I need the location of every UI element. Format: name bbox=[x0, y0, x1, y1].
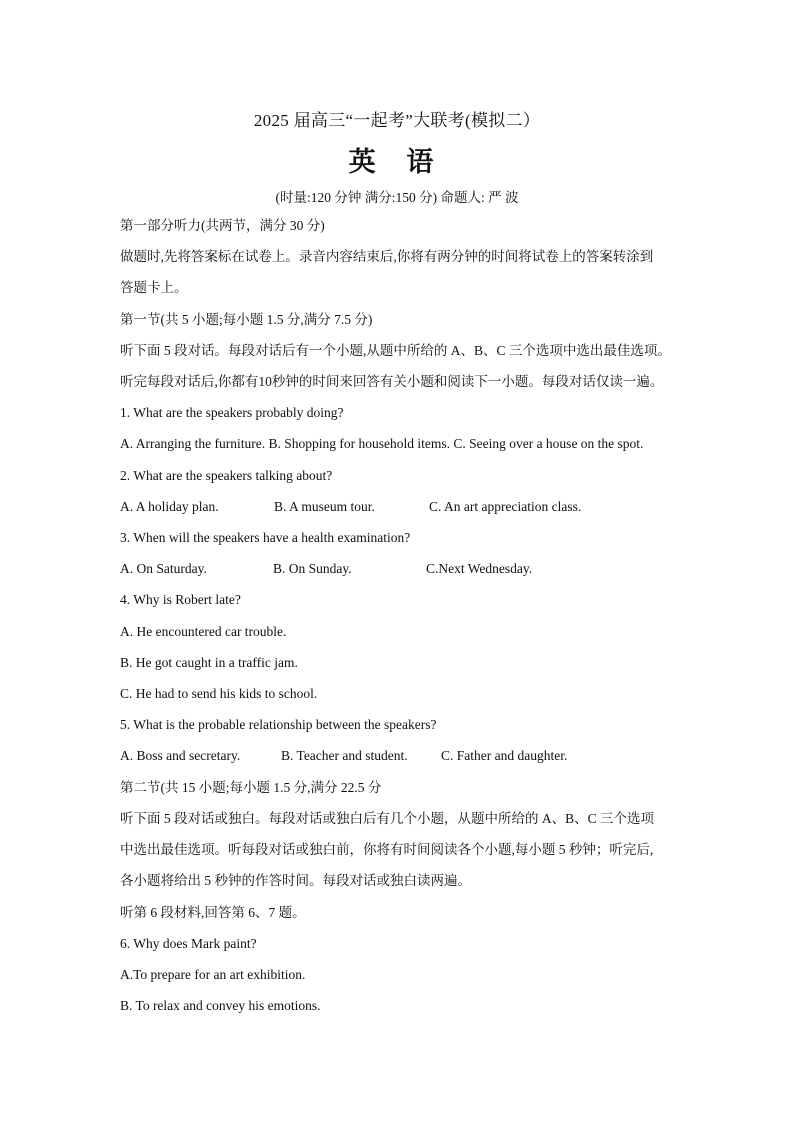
question-6-option-b: B. To relax and convey his emotions. bbox=[120, 998, 321, 1013]
option-c: C. An art appreciation class. bbox=[429, 499, 582, 514]
question-3: 3. When will the speakers have a health examination? bbox=[120, 530, 411, 545]
option-c: C.Next Wednesday. bbox=[426, 561, 533, 576]
section2-instruction-line-1: 听下面 5 段对话或独白。每段对话或独白后有几个小题，从题中所给的 A、B、C 三个选项 bbox=[120, 811, 655, 826]
question-4-option-a: A. He encountered car trouble. bbox=[120, 624, 287, 639]
option-c: C. Father and daughter. bbox=[441, 748, 568, 763]
question-6-option-a: A.To prepare for an art exhibition. bbox=[120, 967, 306, 982]
option-a: A. Boss and secretary. bbox=[120, 748, 241, 763]
section2-title: 第二节(共 15 小题;每小题 1.5 分,满分 22.5 分 bbox=[120, 780, 382, 795]
subject-title: 英 语 bbox=[348, 147, 446, 177]
question-1: 1. What are the speakers probably doing? bbox=[120, 405, 344, 420]
question-6: 6. Why does Mark paint? bbox=[120, 936, 257, 951]
section2-instruction-line-3: 各小题将给出 5 秒钟的作答时间。每段对话或独白读两遍。 bbox=[120, 873, 471, 888]
option-b: B. Teacher and student. bbox=[281, 748, 408, 763]
question-4-option-b: B. He got caught in a traffic jam. bbox=[120, 655, 298, 670]
option-a: A. On Saturday. bbox=[120, 561, 207, 576]
part1-instruction-line-1: 做题时,先将答案标在试卷上。录音内容结束后,你将有两分钟的时间将试卷上的答案转涂到 bbox=[120, 249, 654, 264]
part1-instruction-line-2: 答题卡上。 bbox=[120, 280, 188, 295]
section1-instruction-line-2: 听完每段对话后,你都有10秒钟的时间来回答有关小题和阅读下一小题。每段对话仅读一遍。 bbox=[120, 374, 664, 389]
option-b: B. On Sunday. bbox=[273, 561, 352, 576]
option-a: A. A holiday plan. bbox=[120, 499, 219, 514]
part1-title: 第一部分听力(共两节，满分 30 分) bbox=[120, 218, 325, 233]
question-4: 4. Why is Robert late? bbox=[120, 592, 241, 607]
question-1-options: A. Arranging the furniture. B. Shopping for household items. C. Seeing over a house on the spot. bbox=[120, 436, 644, 451]
section1-title: 第一节(共 5 小题;每小题 1.5 分,满分 7.5 分) bbox=[120, 312, 373, 327]
passage-6-instruction: 听第 6 段材料,回答第 6、7 题。 bbox=[120, 905, 306, 920]
exam-meta: (时量:120 分钟 满分:150 分) 命题人: 严 波 bbox=[275, 190, 519, 205]
section1-instruction-line-1: 听下面 5 段对话。每段对话后有一个小题,从题中所给的 A、B、C 三个选项中选出最佳选项。 bbox=[120, 343, 671, 358]
exam-title: 2025 届高三“一起考”大联考(模拟二） bbox=[253, 111, 541, 130]
question-2: 2. What are the speakers talking about? bbox=[120, 468, 333, 483]
question-5: 5. What is the probable relationship between the speakers? bbox=[120, 717, 437, 732]
option-b: B. A museum tour. bbox=[274, 499, 375, 514]
section2-instruction-line-2: 中选出最佳选项。听每段对话或独白前，你将有时间阅读各个小题,每小题 5 秒钟；听完后, bbox=[120, 842, 654, 857]
question-4-option-c: C. He had to send his kids to school. bbox=[120, 686, 318, 701]
